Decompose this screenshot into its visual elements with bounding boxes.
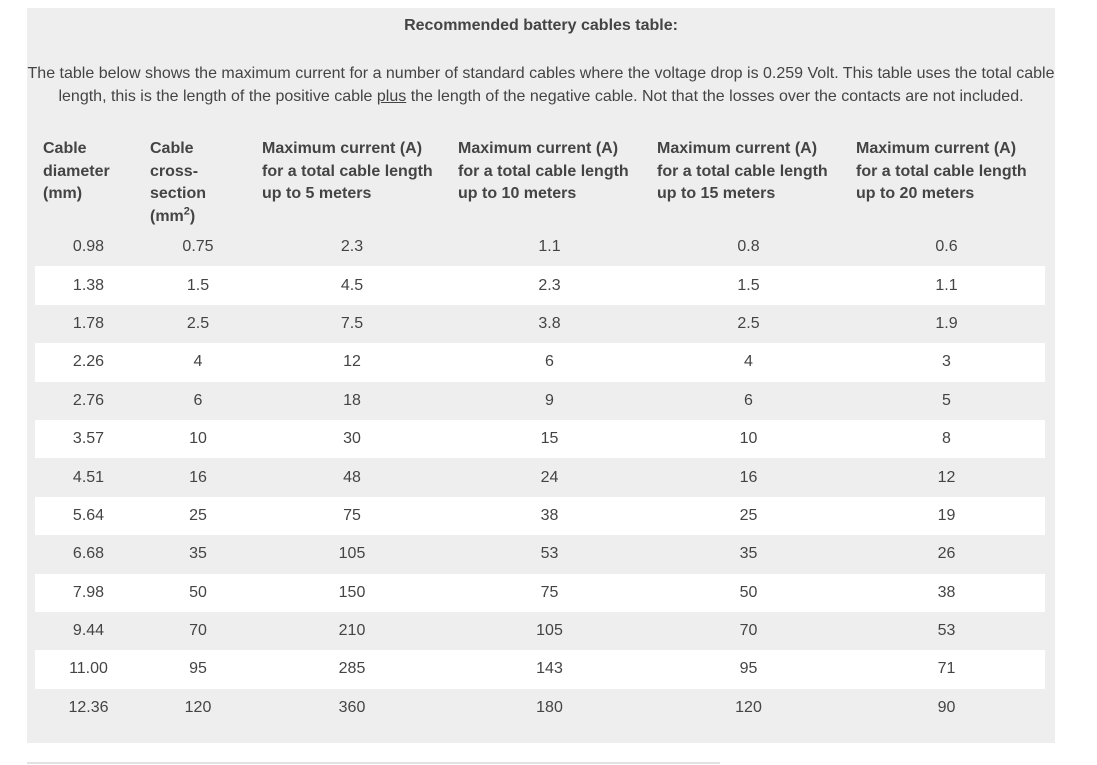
cell-current-15m: 6	[649, 382, 848, 420]
table-row	[35, 497, 1045, 535]
table-header-row	[35, 131, 1045, 228]
cell-diameter: 1.78	[35, 305, 142, 343]
cell-diameter: 1.38	[35, 266, 142, 304]
cell-current-10m: 3.8	[450, 305, 649, 343]
cell-current-15m: 0.8	[649, 228, 848, 266]
cell-cross-section: 2.5	[142, 305, 254, 343]
header-diameter: Cable diameter (mm)	[35, 131, 142, 228]
cell-current-15m: 120	[649, 689, 848, 727]
cell-current-10m: 24	[450, 458, 649, 496]
cell-current-10m: 53	[450, 535, 649, 573]
cell-current-10m: 2.3	[450, 266, 649, 304]
table-row	[35, 420, 1045, 458]
cell-cross-section: 120	[142, 689, 254, 727]
cell-diameter: 11.00	[35, 650, 142, 688]
cell-diameter: 5.64	[35, 497, 142, 535]
cell-diameter: 3.57	[35, 420, 142, 458]
cell-current-5m: 7.5	[254, 305, 450, 343]
table-row	[35, 382, 1045, 420]
cell-current-5m: 12	[254, 343, 450, 381]
cell-current-20m: 71	[848, 650, 1045, 688]
header-length-15m: Maximum current (A) for a total cable length up to 15 meters	[649, 131, 848, 228]
cell-current-5m: 30	[254, 420, 450, 458]
cell-diameter: 2.26	[35, 343, 142, 381]
table-body	[35, 228, 1045, 727]
cell-cross-section: 70	[142, 612, 254, 650]
cell-current-15m: 4	[649, 343, 848, 381]
table-row	[35, 305, 1045, 343]
table-row	[35, 266, 1045, 304]
bottom-divider	[27, 762, 720, 764]
cell-current-5m: 75	[254, 497, 450, 535]
cell-current-15m: 1.5	[649, 266, 848, 304]
cell-diameter: 0.98	[35, 228, 142, 266]
header-cross-section-text: Cable cross-section (mm	[150, 140, 207, 225]
cell-cross-section: 50	[142, 574, 254, 612]
table-row	[35, 612, 1045, 650]
cell-cross-section: 6	[142, 382, 254, 420]
cell-cross-section: 0.75	[142, 228, 254, 266]
cell-current-20m: 0.6	[848, 228, 1045, 266]
cell-current-15m: 50	[649, 574, 848, 612]
cell-current-5m: 4.5	[254, 266, 450, 304]
cell-diameter: 2.76	[35, 382, 142, 420]
cell-current-5m: 210	[254, 612, 450, 650]
cell-current-10m: 105	[450, 612, 649, 650]
cell-cross-section: 95	[142, 650, 254, 688]
cell-current-10m: 38	[450, 497, 649, 535]
cell-diameter: 6.68	[35, 535, 142, 573]
table-row	[35, 689, 1045, 727]
cell-current-15m: 16	[649, 458, 848, 496]
page-title: Recommended battery cables table:	[404, 17, 678, 34]
cell-current-15m: 35	[649, 535, 848, 573]
intro-paragraph	[27, 62, 1055, 108]
cell-current-20m: 19	[848, 497, 1045, 535]
cell-current-20m: 1.9	[848, 305, 1045, 343]
cell-diameter: 12.36	[35, 689, 142, 727]
content-panel	[27, 8, 1055, 743]
cell-current-20m: 12	[848, 458, 1045, 496]
cell-current-20m: 3	[848, 343, 1045, 381]
table-row	[35, 650, 1045, 688]
cell-current-10m: 75	[450, 574, 649, 612]
cell-current-5m: 360	[254, 689, 450, 727]
cell-current-5m: 105	[254, 535, 450, 573]
table-row	[35, 228, 1045, 266]
cell-diameter: 7.98	[35, 574, 142, 612]
cell-current-5m: 48	[254, 458, 450, 496]
cell-current-10m: 9	[450, 382, 649, 420]
table-row	[35, 535, 1045, 573]
header-cross-section	[142, 131, 254, 228]
table-row	[35, 343, 1045, 381]
cell-current-15m: 95	[649, 650, 848, 688]
cell-current-20m: 90	[848, 689, 1045, 727]
cell-cross-section: 10	[142, 420, 254, 458]
intro-underlined-word: plus	[376, 88, 407, 105]
cell-current-20m: 53	[848, 612, 1045, 650]
cell-current-15m: 25	[649, 497, 848, 535]
cell-current-10m: 6	[450, 343, 649, 381]
cell-cross-section: 4	[142, 343, 254, 381]
intro-text-before: The table below shows the maximum current for a number of standard cables where the voltage drop is 0.259 Volt. This table uses the total cable length, this is the length of the positive cable	[27, 65, 1055, 105]
cell-current-5m: 150	[254, 574, 450, 612]
cell-diameter: 9.44	[35, 612, 142, 650]
cell-current-5m: 2.3	[254, 228, 450, 266]
cell-current-10m: 1.1	[450, 228, 649, 266]
cell-current-5m: 18	[254, 382, 450, 420]
header-length-20m: Maximum current (A) for a total cable length up to 20 meters	[848, 131, 1045, 228]
table-row	[35, 574, 1045, 612]
header-length-10m: Maximum current (A) for a total cable length up to 10 meters	[450, 131, 649, 228]
cell-cross-section: 35	[142, 535, 254, 573]
cell-current-15m: 10	[649, 420, 848, 458]
battery-cables-table	[35, 131, 1045, 727]
header-cross-section-end: )	[189, 207, 196, 225]
cell-current-5m: 285	[254, 650, 450, 688]
cell-cross-section: 16	[142, 458, 254, 496]
cell-current-20m: 5	[848, 382, 1045, 420]
cell-current-20m: 38	[848, 574, 1045, 612]
header-cross-section-sup: 2	[183, 205, 190, 218]
intro-text-after: the length of the negative cable. Not that the losses over the contacts are not included.	[406, 88, 1024, 105]
cell-current-10m: 180	[450, 689, 649, 727]
cell-cross-section: 25	[142, 497, 254, 535]
cell-current-20m: 8	[848, 420, 1045, 458]
cell-current-20m: 26	[848, 535, 1045, 573]
header-length-5m: Maximum current (A) for a total cable length up to 5 meters	[254, 131, 450, 228]
cell-current-10m: 15	[450, 420, 649, 458]
cell-current-15m: 70	[649, 612, 848, 650]
cell-cross-section: 1.5	[142, 266, 254, 304]
cell-current-10m: 143	[450, 650, 649, 688]
battery-cables-table-wrap	[35, 131, 1045, 716]
cell-current-15m: 2.5	[649, 305, 848, 343]
cell-diameter: 4.51	[35, 458, 142, 496]
cell-current-20m: 1.1	[848, 266, 1045, 304]
table-row	[35, 458, 1045, 496]
